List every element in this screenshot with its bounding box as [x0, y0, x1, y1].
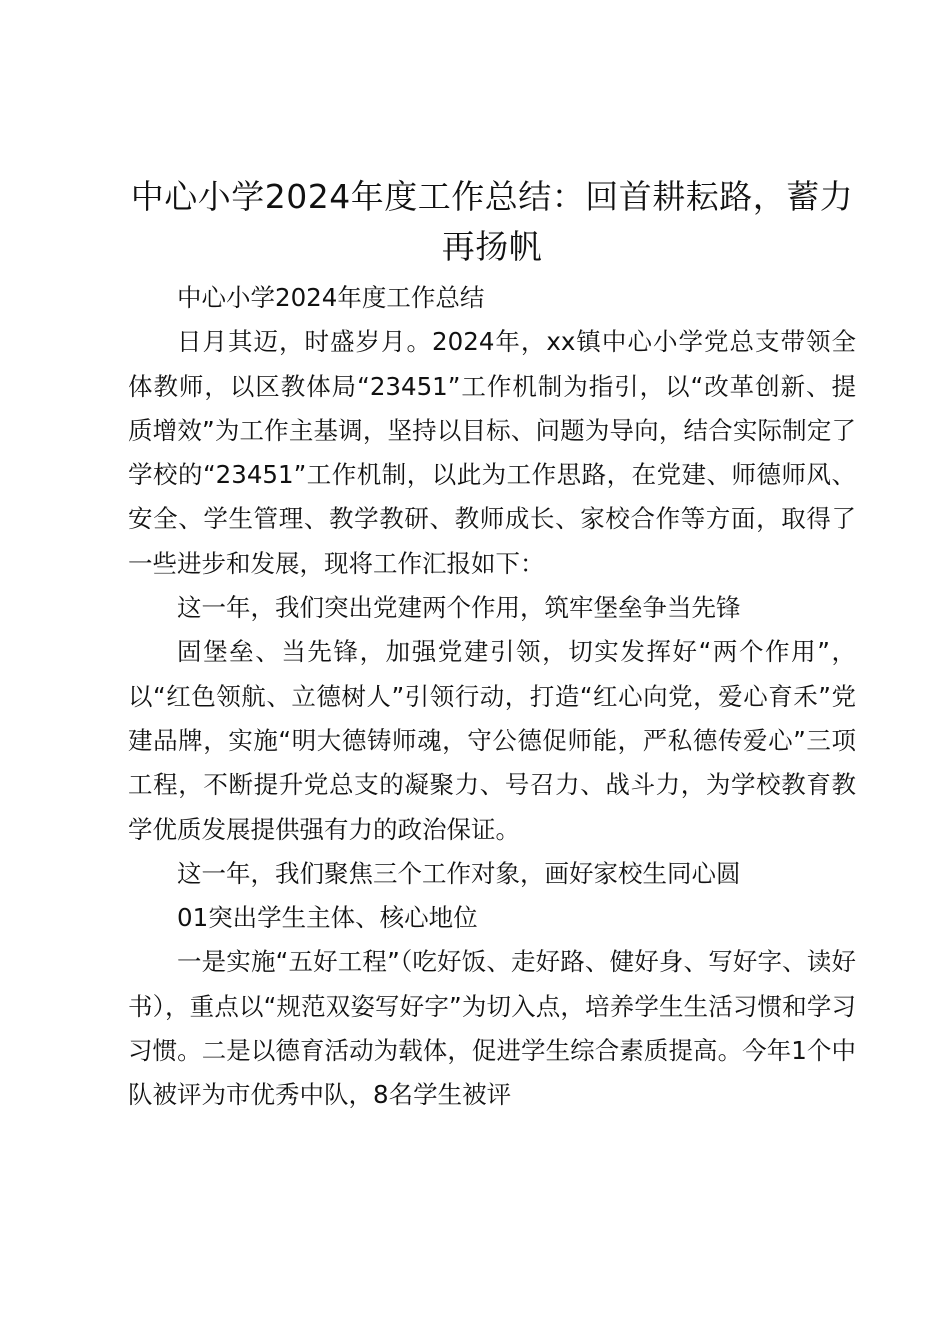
section-heading-three-targets: 这一年，我们聚焦三个工作对象，画好家校生同心圆	[177, 858, 741, 888]
document-body	[128, 172, 856, 1118]
subtitle-paragraph: 中心小学2024年度工作总结	[177, 283, 485, 312]
section-heading-party-building: 这一年，我们突出党建两个作用，筑牢堡垒争当先锋	[177, 593, 741, 623]
students-paragraph: 一是实施“五好工程”（吃好饭、走好路、健好身、写好字、读好书），重点以“规范双姿写好字”为切入点，培养学生生活习惯和学习习惯。二是以德育活动为载体，促进学生综合素质提高。今年1个中队被评为市优秀中队，8名学生被评	[128, 947, 856, 1110]
party-building-paragraph: 固堡垒、当先锋，加强党建引领，切实发挥好“两个作用”，以“红色领航、立德树人”引领行动，打造“红心向党，爱心育禾”党建品牌，实施“明大德铸师魂，守公德促师能，严私德传爱心”三项工程，不断提升党总支的凝聚力、号召力、战斗力，为学校教育教学优质发展提供强有力的政治保证。	[128, 637, 856, 844]
document-title: 中心小学2024年度工作总结：回首耕耘路，蓄力再扬帆	[130, 177, 854, 266]
subsection-heading-students: 01突出学生主体、核心地位	[177, 903, 478, 933]
intro-paragraph: 日月其迈，时盛岁月。2024年，xx镇中心小学党总支带领全体教师，以区教体局“23451”工作机制为指引，以“改革创新、提质增效”为工作主基调，坚持以目标、问题为导向，结合实际制定了学校的“23451”工作机制，以此为工作思路，在党建、师德师风、安全、学生管理、教学教研、教师成长、家校合作等方面，取得了一些进步和发展，现将工作汇报如下：	[128, 327, 856, 578]
